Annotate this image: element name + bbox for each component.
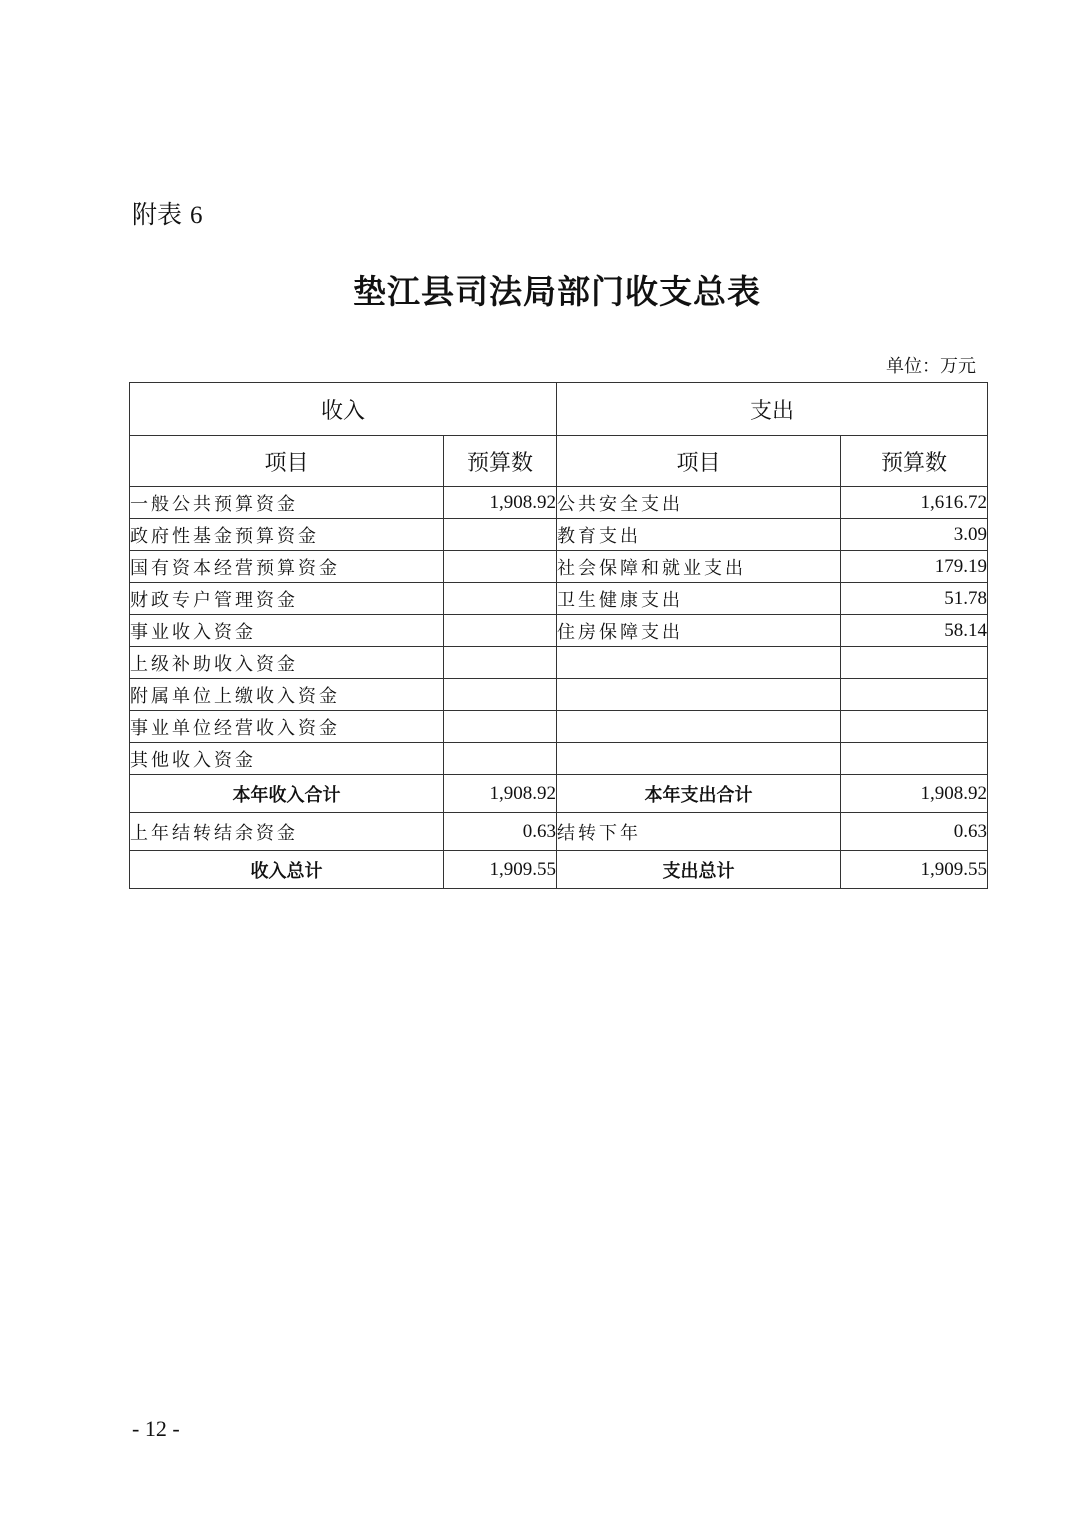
page-number: - 12 -: [132, 1416, 180, 1441]
budget-table: [129, 382, 988, 889]
income-total-value: 1,909.55: [444, 851, 557, 889]
income-item: 上级补助收入资金: [130, 647, 444, 679]
expense-item: [557, 679, 841, 711]
income-value: [444, 583, 557, 615]
expense-value: [841, 647, 988, 679]
income-item: 一般公共预算资金: [130, 487, 444, 519]
expense-value: 3.09: [841, 519, 988, 551]
expense-subtotal-value: 1,908.92: [841, 775, 988, 813]
table-row: [130, 679, 988, 711]
expense-total-value: 1,909.55: [841, 851, 988, 889]
income-value: [444, 743, 557, 775]
grand-total-row: [130, 851, 988, 889]
expense-item: 公共安全支出: [557, 487, 841, 519]
header-expense-budget: 预算数: [841, 436, 988, 487]
table-row: [130, 711, 988, 743]
income-value: 1,908.92: [444, 487, 557, 519]
unit-label: 单位：万元: [886, 356, 976, 377]
expense-item: [557, 743, 841, 775]
table-row: [130, 519, 988, 551]
table-row: [130, 487, 988, 519]
income-value: [444, 647, 557, 679]
table-row: [130, 743, 988, 775]
income-item: 国有资本经营预算资金: [130, 551, 444, 583]
expense-carryover-value: 0.63: [841, 813, 988, 851]
income-item: 事业单位经营收入资金: [130, 711, 444, 743]
expense-subtotal-label: 本年支出合计: [557, 775, 841, 813]
income-subtotal-label: 本年收入合计: [130, 775, 444, 813]
page-title: 垫江县司法局部门收支总表: [353, 272, 761, 311]
expense-value: 179.19: [841, 551, 988, 583]
expense-value: [841, 743, 988, 775]
annex-label: [132, 195, 202, 231]
header-income: 收入: [130, 383, 557, 436]
subtotal-row: [130, 775, 988, 813]
income-carryover-value: 0.63: [444, 813, 557, 851]
annex-label-text: 附表: [132, 200, 183, 229]
expense-total-label: 支出总计: [557, 851, 841, 889]
expense-item: 卫生健康支出: [557, 583, 841, 615]
income-carryover-label: 上年结转结余资金: [130, 813, 444, 851]
income-subtotal-value: 1,908.92: [444, 775, 557, 813]
income-item: 附属单位上缴收入资金: [130, 679, 444, 711]
expense-item: [557, 711, 841, 743]
income-item: 其他收入资金: [130, 743, 444, 775]
table-header-main: [130, 383, 988, 436]
header-income-item: 项目: [130, 436, 444, 487]
expense-value: [841, 679, 988, 711]
income-value: [444, 551, 557, 583]
income-value: [444, 519, 557, 551]
table-header-sub: [130, 436, 988, 487]
header-income-budget: 预算数: [444, 436, 557, 487]
expense-value: 1,616.72: [841, 487, 988, 519]
carryover-row: [130, 813, 988, 851]
table-row: [130, 551, 988, 583]
expense-value: 58.14: [841, 615, 988, 647]
table-row: [130, 615, 988, 647]
income-item: 事业收入资金: [130, 615, 444, 647]
expense-item: 社会保障和就业支出: [557, 551, 841, 583]
income-value: [444, 711, 557, 743]
income-value: [444, 679, 557, 711]
income-item: 财政专户管理资金: [130, 583, 444, 615]
income-value: [444, 615, 557, 647]
table-row: [130, 647, 988, 679]
expense-carryover-label: 结转下年: [557, 813, 841, 851]
header-expense-item: 项目: [557, 436, 841, 487]
income-total-label: 收入总计: [130, 851, 444, 889]
annex-number: 6: [189, 202, 203, 229]
header-expense: 支出: [557, 383, 988, 436]
income-item: 政府性基金预算资金: [130, 519, 444, 551]
expense-value: 51.78: [841, 583, 988, 615]
expense-item: 住房保障支出: [557, 615, 841, 647]
expense-item: 教育支出: [557, 519, 841, 551]
expense-value: [841, 711, 988, 743]
expense-item: [557, 647, 841, 679]
table-row: [130, 583, 988, 615]
